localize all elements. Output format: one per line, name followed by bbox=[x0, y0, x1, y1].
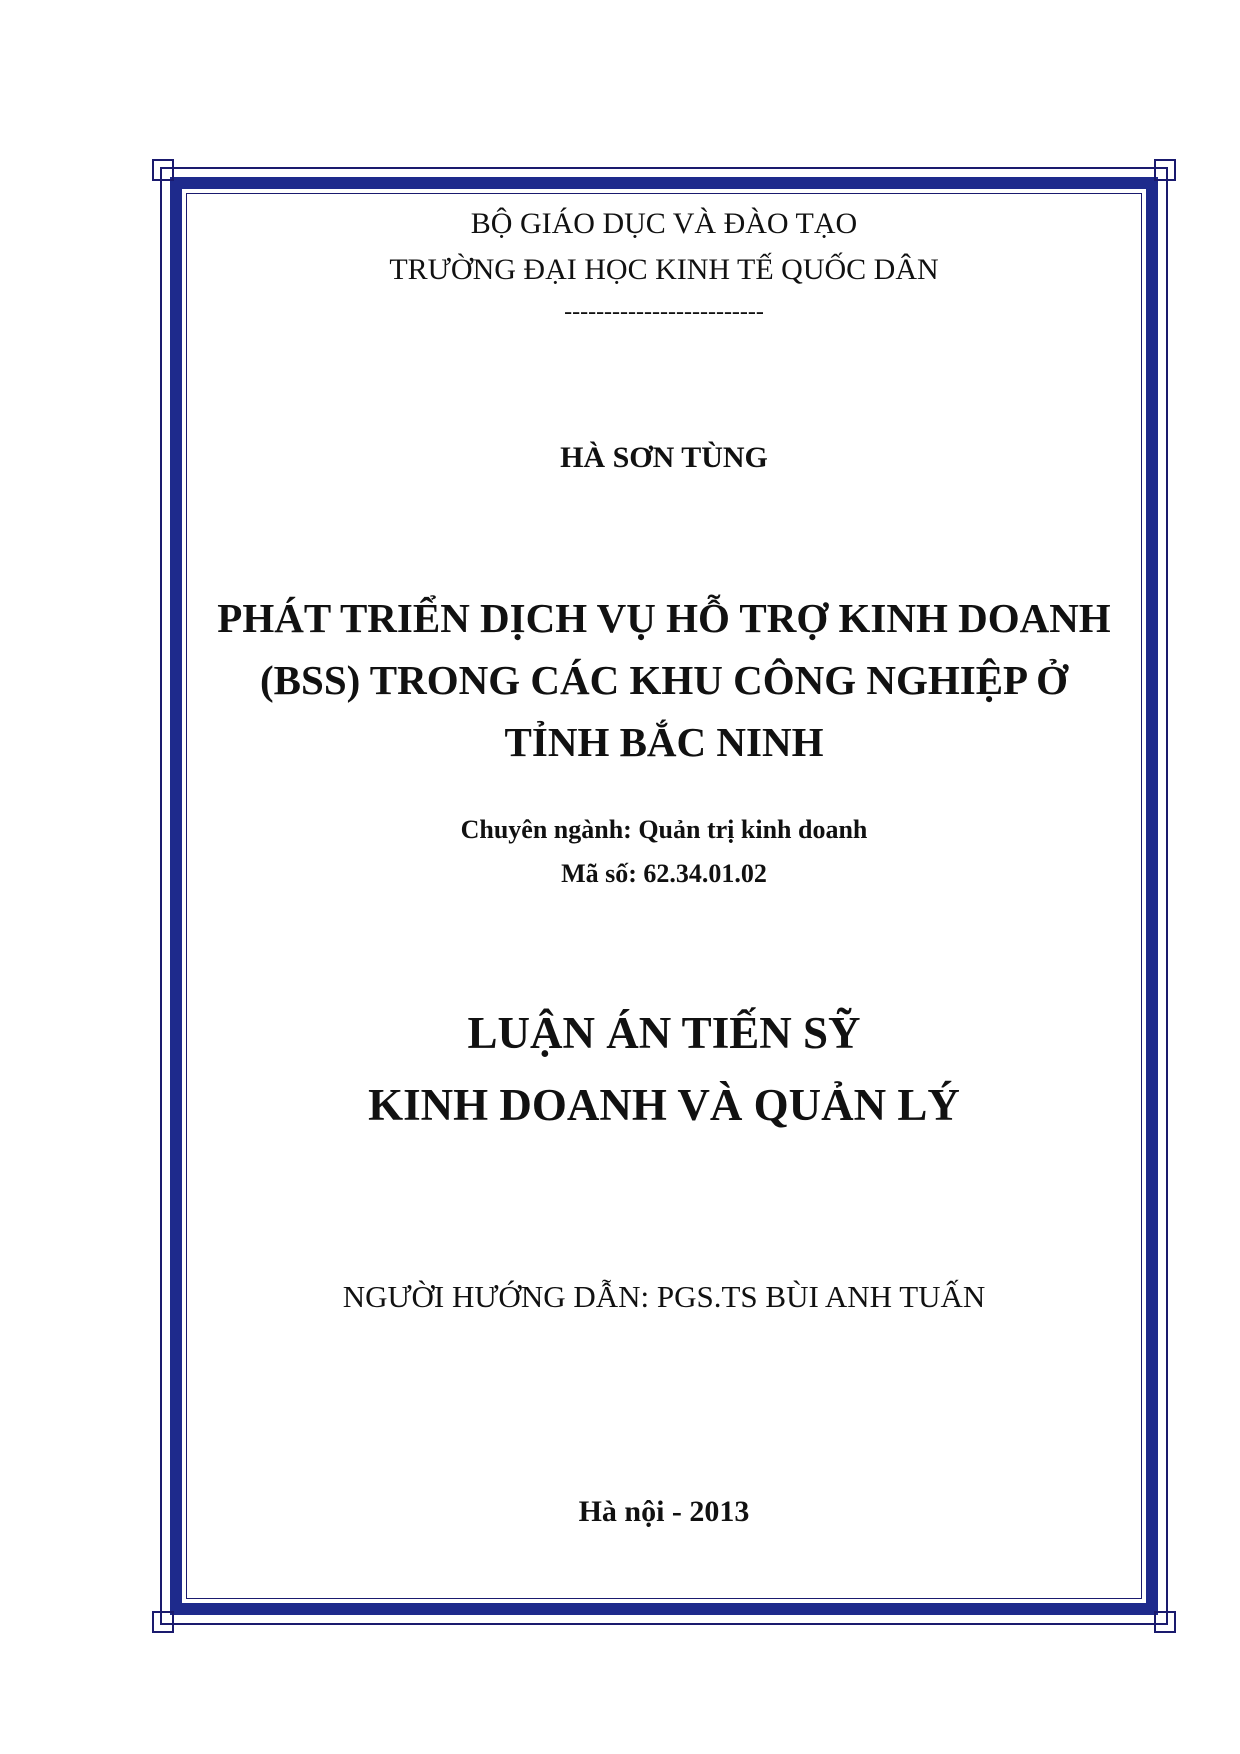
corner-ornament-top-left bbox=[152, 159, 174, 181]
header-divider: ------------------------- bbox=[564, 299, 764, 325]
place-and-year: Hà nội - 2013 bbox=[578, 1495, 750, 1528]
specialization-major: Chuyên ngành: Quản trị kinh doanh bbox=[460, 815, 868, 844]
ministry-name: BỘ GIÁO DỤC VÀ ĐÀO TẠO bbox=[470, 207, 858, 240]
thesis-title-line-3: TỈNH BẮC NINH bbox=[504, 719, 824, 765]
author-name: HÀ SƠN TÙNG bbox=[560, 441, 768, 474]
thesis-title-line-1: PHÁT TRIỂN DỊCH VỤ HỖ TRỢ KINH DOANH bbox=[217, 595, 1111, 641]
corner-ornament-bottom-right bbox=[1154, 1611, 1176, 1633]
university-name: TRƯỜNG ĐẠI HỌC KINH TẾ QUỐC DÂN bbox=[389, 253, 939, 286]
degree-line-1: LUẬN ÁN TIẾN SỸ bbox=[467, 1008, 861, 1058]
specialization-code: Mã số: 62.34.01.02 bbox=[561, 859, 767, 888]
corner-ornament-bottom-left bbox=[152, 1611, 174, 1633]
cover-page-content bbox=[186, 193, 1142, 1599]
corner-ornament-top-right bbox=[1154, 159, 1176, 181]
thesis-title bbox=[186, 587, 1142, 773]
advisor: NGƯỜI HƯỚNG DẪN: PGS.TS BÙI ANH TUẤN bbox=[342, 1279, 986, 1314]
thesis-title-line-2: (BSS) TRONG CÁC KHU CÔNG NGHIỆP Ở bbox=[260, 657, 1068, 703]
degree-line-2: KINH DOANH VÀ QUẢN LÝ bbox=[368, 1080, 960, 1130]
